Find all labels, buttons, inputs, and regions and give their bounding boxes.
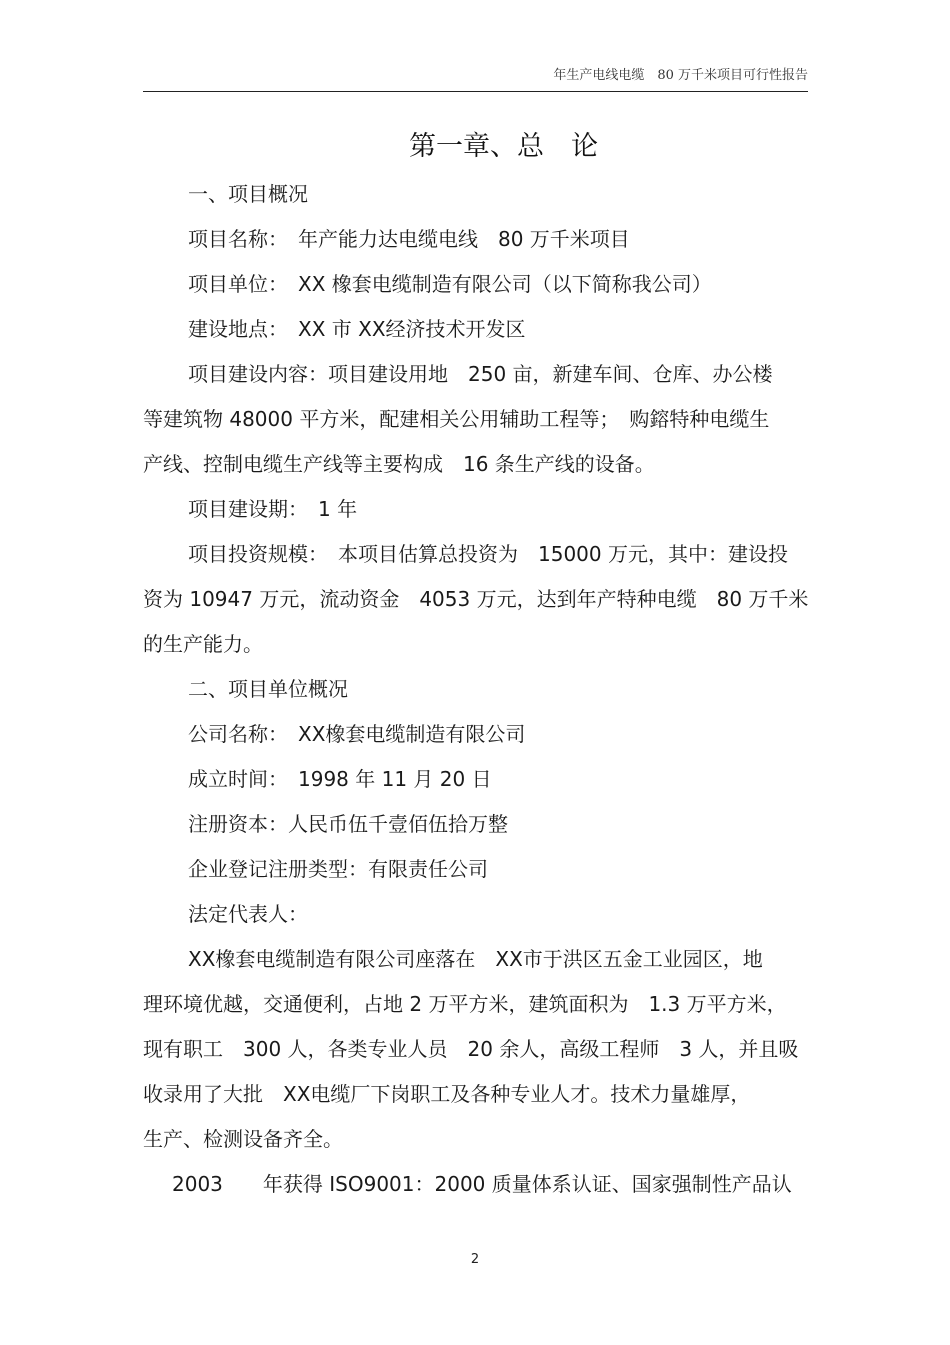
running-header: 年生产电线电缆 80 万千米项目可行性报告 <box>553 68 808 83</box>
text-line: 收录用了大批 XX电缆厂下岗职工及各种专业人才。技术力量雄厚， <box>143 1082 751 1106</box>
text-line: 现有职工 300 人，各类专业人员 20 余人，高级工程师 3 人，并且吸 <box>143 1037 799 1061</box>
text-line: 项目建设期： 1 年 <box>188 497 358 521</box>
text-line: 项目单位： XX 橡套电缆制造有限公司（以下简称我公司） <box>188 272 712 296</box>
chapter-title: 第一章、总 论 <box>409 131 598 162</box>
text-line: 项目建设内容：项目建设用地 250 亩，新建车间、仓库、办公楼 <box>188 362 773 386</box>
text-line: 法定代表人： <box>188 902 308 926</box>
text-line: 等建筑物 48000 平方米，配建相关公用辅助工程等； 购鎔特种电缆生 <box>143 407 770 431</box>
text-line: 资为 10947 万元，流动资金 4053 万元，达到年产特种电缆 80 万千米 <box>143 587 809 611</box>
text-line: 2003 年获得 ISO9001：2000 质量体系认证、国家强制性产品认 <box>172 1172 792 1196</box>
header-divider <box>143 91 808 92</box>
text-line: 注册资本：人民币伍千壹佰伍拾万整 <box>188 812 508 836</box>
text-line: 项目投资规模： 本项目估算总投资为 15000 万元，其中：建设投 <box>188 542 788 566</box>
text-line: 的生产能力。 <box>143 632 263 656</box>
text-line: 企业登记注册类型：有限责任公司 <box>188 857 488 881</box>
text-line: 产线、控制电缆生产线等主要构成 16 条生产线的设备。 <box>143 452 655 476</box>
text-line: XX橡套电缆制造有限公司座落在 XX市于洪区五金工业园区，地 <box>188 947 763 971</box>
text-line: 二、项目单位概况 <box>188 677 348 701</box>
text-line: 成立时间： 1998 年 11 月 20 日 <box>188 767 492 791</box>
text-line: 公司名称： XX橡套电缆制造有限公司 <box>188 722 526 746</box>
text-line: 项目名称： 年产能力达电缆电线 80 万千米项目 <box>188 227 630 251</box>
text-line: 生产、检测设备齐全。 <box>143 1127 343 1151</box>
text-line: 建设地点： XX 市 XX经济技术开发区 <box>188 317 526 341</box>
text-line: 一、项目概况 <box>188 182 308 206</box>
page-number: 2 <box>470 1252 480 1267</box>
text-line: 理环境优越，交通便利，占地 2 万平方米，建筑面积为 1.3 万平方米， <box>143 992 787 1016</box>
document-body <box>143 172 808 1207</box>
